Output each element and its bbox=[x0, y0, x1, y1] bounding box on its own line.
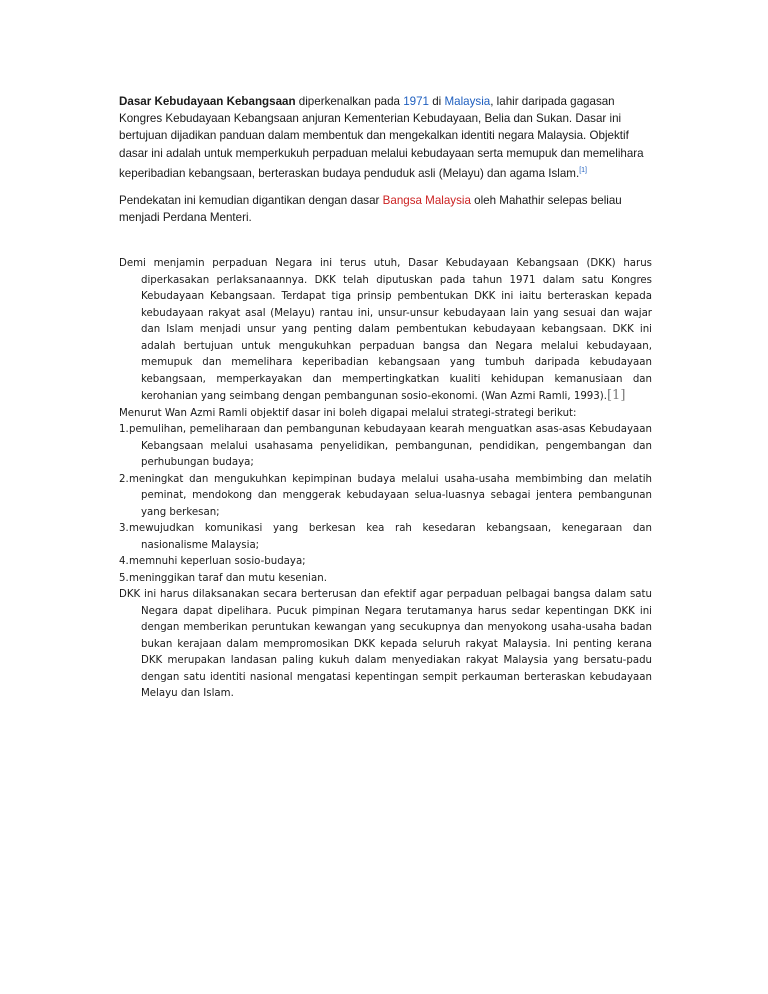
list-item bbox=[119, 571, 652, 588]
list-item bbox=[119, 422, 652, 472]
strategy-list bbox=[119, 422, 652, 587]
intro-text: di bbox=[429, 95, 445, 108]
year-link[interactable]: 1971 bbox=[403, 95, 430, 108]
list-number: 3. bbox=[119, 523, 129, 534]
paragraph-text: Demi menjamin perpaduan Negara ini terus utuh, Dasar Kebudayaan Kebangsaan (DKK) harus diperkasakan perlaksanaannya. DKK telah diputuskan pada tahun 1971 dalam satu Kongres Kebudayaan Kebangsaan. Terdapat tiga prinsip pembentukan DKK ini iaitu berteraskan kepada kebudayaan rakyat asal (Melayu) rantau ini, unsur-unsur kebudayaan lain yang sesuai dan wajar dan Islam menjadi unsur yang penting dalam pembentukan kebudayaan kebangsaan. DKK ini adalah bertujuan untuk mengukuhkan perpaduan bangsa dan Negara melalui kebudayaan, memupuk dan memelihara keperibadian kebangsaan yang tumbuh daripada kebudayaan kebangsaan, memperkayakan dan mempertingkatkan kualiti kehidupan kemanusiaan dan kerohanian yang seimbang dengan pembangunan sosio-ekonomi. (Wan Azmi Ramli, 1993). bbox=[119, 258, 652, 402]
list-item bbox=[119, 521, 652, 554]
reference-link[interactable]: [1] bbox=[579, 166, 587, 174]
intro-text: , lahir daripada gagasan Kongres Kebudayaan Kebangsaan anjuran Kementerian Kebudayaan, Belia dan Sukan. Dasar ini bertujuan dijadikan panduan dalam membentuk dan mengekalkan identiti negara Malaysia. Objektif dasar ini adalah untuk memperkukuh perpaduan melalui kebudayaan serta memupuk dan memelihara keperibadian kebangsaan, berteraskan budaya penduduk asli (Melayu) dan agama Islam. bbox=[119, 95, 644, 180]
intro-text: diperkenalkan pada bbox=[295, 95, 404, 108]
list-number: 1. bbox=[119, 424, 129, 435]
intro-text: oleh Mahathir selepas beliau menjadi Perdana Menteri. bbox=[119, 194, 622, 225]
list-item bbox=[119, 554, 652, 571]
list-number: 5. bbox=[119, 572, 129, 584]
main-paragraph-2: DKK ini harus dilaksanakan secara berterusan dan efektif agar perpaduan pelbagai bangsa dalam satu Negara dapat dipelihara. Pucuk pimpinan Negara terutamanya harus sedar kepentingan DKK ini dengan memberikan peruntukan kewangan yang secukupnya dan menyokong usaha-usaha badan bukan kerajaan dalam mempromosikan DKK kepada seluruh rakyat Malaysia. Ini penting kerana DKK merupakan landasan paling kukuh dalam menyediakan rakyat Malaysia yang bersatu-padu dengan satu identiti nasional mengatasi kepentingan sempit perkauman berteraskan kebudayaan Melayu dan Islam. bbox=[119, 589, 652, 699]
citation-marker: [1] bbox=[606, 388, 626, 403]
list-number: 2. bbox=[119, 473, 129, 485]
list-number: 4. bbox=[119, 556, 129, 567]
intro-text: Pendekatan ini kemudian digantikan dengan dasar bbox=[119, 194, 383, 208]
intro-paragraph-2 bbox=[119, 192, 654, 226]
bangsa-malaysia-link[interactable]: Bangsa Malaysia bbox=[382, 194, 471, 208]
intro-paragraph-1 bbox=[119, 93, 654, 182]
list-item bbox=[119, 472, 652, 522]
list-text: meningkat dan mengukuhkan kepimpinan budaya melalui usaha-usaha membimbing dan melatih peminat, mendokong dan menggerak kebudayaan selua-luasnya sebagai jentera pembangunan yang berkesan; bbox=[129, 473, 652, 518]
main-paragraph-1 bbox=[119, 256, 652, 406]
list-text: mewujudkan komunikasi yang berkesan kea rah kesedaran kebangsaan, kenegaraan dan nasionalisme Malaysia; bbox=[129, 523, 652, 551]
list-text: pemulihan, pemeliharaan dan pembangunan kebudayaan kearah menguatkan asas-asas Kebudayaan Kebangsaan melalui usahasama penyelidikan, pembangunan, pendidikan, pengembangan dan perhubungan budaya; bbox=[129, 424, 652, 468]
list-text: memnuhi keperluan sosio-budaya; bbox=[129, 556, 306, 567]
intro-term: Dasar Kebudayaan Kebangsaan bbox=[119, 95, 296, 108]
intro-section bbox=[119, 93, 654, 236]
strategies-lead: Menurut Wan Azmi Ramli objektif dasar ini boleh digapai melalui strategi-strategi berikut: bbox=[119, 407, 577, 419]
country-link[interactable]: Malaysia bbox=[444, 95, 491, 108]
main-section bbox=[119, 256, 652, 703]
list-text: meninggikan taraf dan mutu kesenian. bbox=[129, 572, 327, 584]
